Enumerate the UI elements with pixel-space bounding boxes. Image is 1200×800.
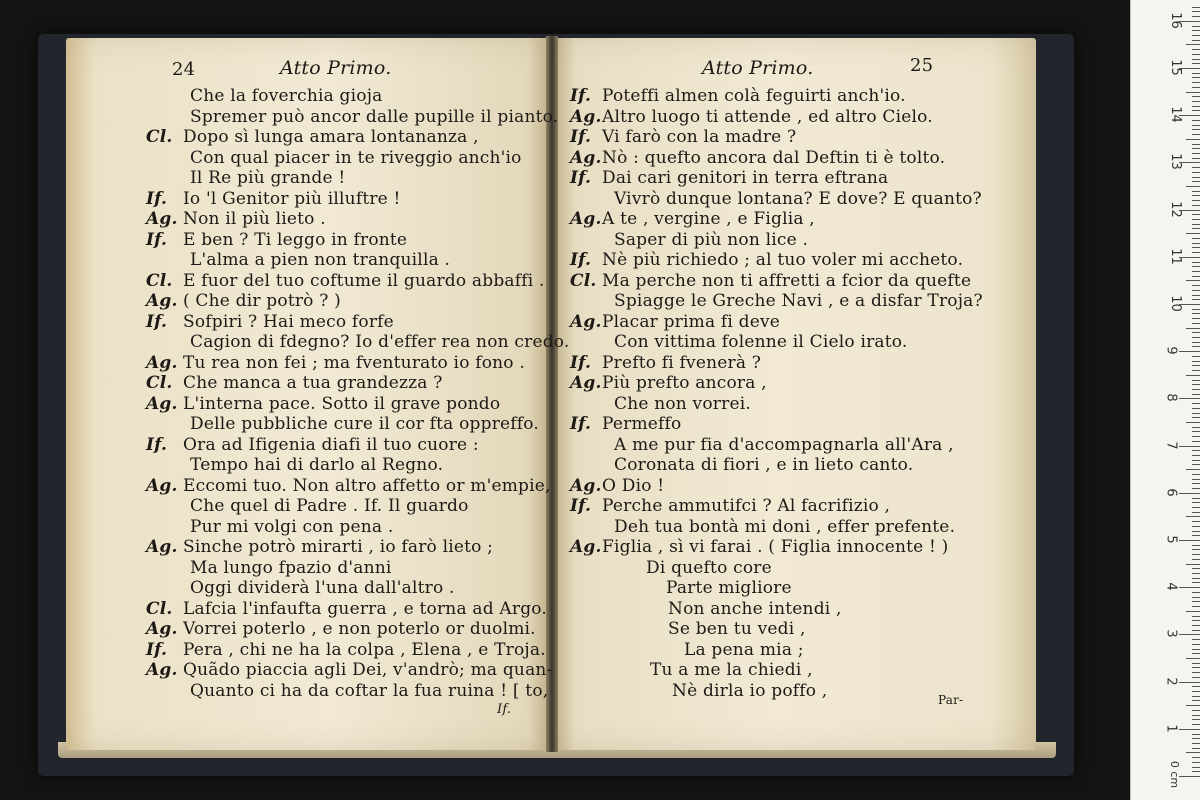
verse-line: Coronata di fiori , e in lieto canto. [614, 455, 914, 475]
ruler-tick [1192, 630, 1200, 631]
ruler-tick [1192, 384, 1200, 385]
ruler-tick [1192, 568, 1200, 569]
ruler-tick [1192, 120, 1200, 121]
ruler-number: 7 [1163, 440, 1179, 450]
ruler-tick [1192, 318, 1200, 319]
verse-line: Vi farò con la madre ? [602, 127, 797, 147]
verse-line: O Dio ! [602, 475, 665, 496]
ruler-number: 11 [1167, 248, 1183, 265]
ruler-tick [1192, 394, 1200, 395]
ruler-tick [1192, 554, 1200, 555]
ruler-tick [1192, 87, 1200, 88]
verse-line: Nè più richiedo ; al tuo voler mi accheto. [602, 250, 964, 270]
verse-line: Figlia , sì vi farai . ( Figlia innocente ! ) [602, 537, 949, 557]
ruler-tick [1192, 26, 1200, 27]
speaker-label: Ag. [146, 475, 178, 496]
ruler-tick [1179, 540, 1200, 541]
ruler-tick [1192, 148, 1200, 149]
ruler-tick [1192, 653, 1200, 654]
ruler-tick [1192, 110, 1200, 111]
ruler-tick [1192, 762, 1200, 763]
ruler-number: 9 [1163, 346, 1179, 355]
ruler-tick [1192, 271, 1200, 272]
ruler-tick [1192, 512, 1200, 513]
ruler-tick [1192, 479, 1200, 480]
ruler-tick [1192, 691, 1200, 692]
ruler-tick [1179, 682, 1200, 683]
ruler-tick [1179, 398, 1200, 399]
ruler-tick [1192, 545, 1200, 546]
measuring-ruler [1130, 0, 1200, 800]
speaker-label: Ag. [146, 660, 178, 680]
verse-line: Altro luogo ti attende , ed altro Cielo. [602, 106, 933, 127]
ruler-tick [1179, 446, 1200, 447]
ruler-number: 12 [1167, 200, 1183, 218]
verse-line: Sinche potrò mirarti , io farò lieto ; [183, 537, 494, 557]
ruler-tick [1186, 375, 1200, 376]
ruler-tick [1186, 139, 1200, 140]
speaker-label: Ag. [146, 352, 178, 373]
ruler-tick [1192, 696, 1200, 697]
ruler-tick [1192, 181, 1200, 182]
ruler-tick [1192, 413, 1200, 414]
ruler-tick [1192, 73, 1200, 74]
ruler-tick [1192, 597, 1200, 598]
ruler-tick [1192, 663, 1200, 664]
speaker-label: Ag. [146, 393, 178, 414]
verse-line: Delle pubbliche cure il cor fta oppreffo. [190, 414, 540, 434]
ruler-tick [1192, 82, 1200, 83]
ruler-tick [1192, 238, 1200, 239]
right-page-number: 25 [910, 55, 934, 76]
verse-line: Con vittima folenne il Cielo irato. [614, 332, 908, 352]
ruler-tick [1192, 771, 1200, 772]
ruler-tick [1186, 516, 1200, 517]
verse-line: Ma lungo fpazio d'anni [190, 557, 392, 578]
speaker-label: Ag. [146, 209, 178, 229]
ruler-tick [1192, 644, 1200, 645]
ruler-tick [1192, 535, 1200, 536]
ruler-tick [1192, 285, 1200, 286]
verse-line: Tempo hai di darlo al Regno. [190, 455, 444, 475]
ruler-tick [1192, 299, 1200, 300]
ruler-tick [1192, 521, 1200, 522]
ruler-tick [1179, 587, 1200, 588]
speaker-label: Cl. [146, 127, 173, 147]
ruler-tick [1179, 776, 1200, 777]
ruler-number: 6 [1163, 488, 1179, 497]
ruler-tick [1192, 592, 1200, 593]
ruler-number: 16 [1167, 12, 1183, 29]
speaker-label: If. [570, 86, 592, 106]
ruler-tick [1192, 11, 1200, 12]
speaker-label: If. [146, 434, 168, 455]
ruler-tick [1192, 738, 1200, 739]
verse-line: Se ben tu vedi , [668, 619, 806, 639]
ruler-tick [1192, 757, 1200, 758]
ruler-tick [1192, 247, 1200, 248]
verse-line: Cagion di fdegno? Io d'effer rea non credo. [190, 332, 570, 352]
speaker-label: If. [570, 250, 592, 270]
speaker-label: If. [570, 496, 592, 516]
ruler-tick [1192, 356, 1200, 357]
ruler-tick [1192, 7, 1200, 8]
ruler-tick [1192, 672, 1200, 673]
verse-line: Ma perche non ti affretti a fcior da quefte [602, 270, 972, 291]
ruler-tick [1192, 700, 1200, 701]
speaker-label: If. [146, 229, 168, 250]
ruler-tick [1192, 724, 1200, 725]
ruler-tick [1186, 422, 1200, 423]
ruler-tick [1192, 106, 1200, 107]
ruler-tick [1192, 389, 1200, 390]
ruler-tick [1192, 125, 1200, 126]
ruler-tick [1192, 767, 1200, 768]
verse-line: Pera , chi ne ha la colpa , Elena , e Troja. [183, 639, 546, 660]
speaker-label: Ag. [570, 537, 602, 557]
speaker-label: If. [570, 168, 592, 188]
ruler-number: 14 [1167, 106, 1183, 123]
verse-line: Che manca a tua grandezza ? [183, 373, 443, 393]
verse-line: Oggi dividerà l'una dall'altro . [190, 578, 455, 598]
ruler-tick [1192, 677, 1200, 678]
ruler-tick [1192, 417, 1200, 418]
ruler-tick [1192, 134, 1200, 135]
speaker-label: Cl. [146, 373, 173, 393]
ruler-tick [1192, 30, 1200, 31]
ruler-tick [1192, 710, 1200, 711]
ruler-tick [1192, 129, 1200, 130]
ruler-tick [1192, 172, 1200, 173]
ruler-tick [1186, 752, 1200, 753]
ruler-tick [1192, 719, 1200, 720]
ruler-number: 5 [1163, 535, 1179, 544]
ruler-tick [1192, 408, 1200, 409]
ruler-tick [1186, 44, 1200, 45]
speaker-label: Cl. [146, 270, 173, 291]
verse-line: L'interna pace. Sotto il grave pondo [183, 393, 501, 414]
verse-line: Io 'l Genitor più illuftre ! [183, 188, 401, 209]
ruler-tick [1186, 469, 1200, 470]
speaker-label: Cl. [570, 270, 597, 291]
right-catchword: Par- [938, 693, 964, 707]
verse-line: Spiagge le Greche Navi , e a disfar Troja? [614, 291, 983, 311]
verse-line: Deh tua bontà mi doni , effer prefente. [614, 516, 956, 537]
ruler-tick [1192, 144, 1200, 145]
ruler-tick [1192, 365, 1200, 366]
verse-line: Nè dirla io poffo , [672, 680, 828, 701]
ruler-tick [1192, 224, 1200, 225]
ruler-tick [1192, 531, 1200, 532]
verse-line: Quãdo piaccia agli Dei, v'andrò; ma quan- [183, 660, 553, 680]
ruler-tick [1192, 427, 1200, 428]
verse-line: Dai cari genitori in terra eftrana [602, 168, 889, 188]
verse-line: Pur mi volgi con pena . [190, 516, 394, 537]
ruler-tick [1192, 243, 1200, 244]
ruler-tick [1192, 262, 1200, 263]
speaker-label: Ag. [146, 537, 178, 557]
speaker-label: Ag. [146, 291, 178, 311]
ruler-tick [1192, 313, 1200, 314]
verse-line: Nò : quefto ancora dal Deftin ti è tolto. [602, 147, 946, 168]
speaker-label: Ag. [570, 373, 602, 393]
ruler-tick [1192, 460, 1200, 461]
ruler-tick [1192, 361, 1200, 362]
speaker-label: Ag. [570, 106, 602, 127]
ruler-tick [1192, 450, 1200, 451]
verse-line: Permeffo [602, 414, 682, 434]
speaker-label: If. [146, 639, 168, 660]
ruler-tick [1179, 351, 1200, 352]
ruler-tick [1186, 328, 1200, 329]
ruler-tick [1192, 686, 1200, 687]
book-gutter [546, 36, 558, 752]
ruler-tick [1179, 634, 1200, 635]
verse-line: E ben ? Ti leggo in fronte [183, 229, 408, 250]
ruler-tick [1192, 498, 1200, 499]
verse-line: Dopo sì lunga amara lontananza , [183, 127, 479, 147]
verse-line: ( Che dir potrò ? ) [183, 291, 341, 311]
ruler-tick [1192, 559, 1200, 560]
verse-line: Vivrò dunque lontana? E dove? E quanto? [614, 188, 982, 209]
ruler-tick [1192, 158, 1200, 159]
speaker-label: Ag. [570, 311, 602, 332]
ruler-tick [1192, 488, 1200, 489]
ruler-tick [1192, 309, 1200, 310]
ruler-tick [1186, 186, 1200, 187]
ruler-tick [1192, 49, 1200, 50]
verse-line: Quanto ci ha da coftar la fua ruina ! [ to, [190, 680, 549, 701]
verse-line: Che la foverchia gioja [190, 86, 383, 106]
verse-line: Di quefto core [646, 557, 772, 578]
ruler-number: 1 [1163, 724, 1179, 733]
ruler-number: 13 [1167, 153, 1183, 171]
ruler-tick [1192, 276, 1200, 277]
ruler-tick [1186, 92, 1200, 93]
ruler-number: 8 [1163, 393, 1179, 403]
ruler-tick [1186, 280, 1200, 281]
ruler-unit-label: 0 cm [1168, 760, 1182, 789]
ruler-number: 10 [1167, 295, 1183, 312]
verse-line: Sofpiri ? Hai meco forfe [183, 311, 394, 332]
ruler-tick [1192, 578, 1200, 579]
speaker-label: If. [570, 414, 592, 434]
speaker-label: If. [146, 311, 168, 332]
ruler-tick [1192, 228, 1200, 229]
ruler-tick [1192, 715, 1200, 716]
ruler-tick [1192, 748, 1200, 749]
ruler-tick [1192, 200, 1200, 201]
verse-line: Poteffi almen colà feguirti anch'io. [602, 86, 906, 106]
ruler-tick [1192, 483, 1200, 484]
ruler-tick [1192, 436, 1200, 437]
verse-line: Eccomi tuo. Non altro affetto or m'empie, [183, 475, 551, 496]
verse-line: Ora ad Ifigenia diafi il tuo cuore : [183, 434, 479, 455]
ruler-tick [1192, 167, 1200, 168]
ruler-tick [1192, 616, 1200, 617]
ruler-tick [1186, 564, 1200, 565]
ruler-tick [1192, 195, 1200, 196]
ruler-tick [1192, 323, 1200, 324]
verse-line: Saper di più non lice . [614, 229, 809, 250]
ruler-tick [1192, 380, 1200, 381]
ruler-tick [1192, 214, 1200, 215]
ruler-tick [1192, 59, 1200, 60]
verse-line: Spremer può ancor dalle pupille il pianto. [190, 106, 559, 127]
ruler-tick [1192, 507, 1200, 508]
ruler-number: 3 [1163, 629, 1179, 639]
verse-line: La pena mia ; [684, 639, 804, 660]
speaker-label: If. [570, 127, 592, 147]
speaker-label: Ag. [146, 619, 178, 639]
ruler-tick [1192, 549, 1200, 550]
ruler-tick [1192, 582, 1200, 583]
ruler-tick [1192, 77, 1200, 78]
speaker-label: If. [146, 188, 168, 209]
verse-line: Che quel di Padre . If. Il guardo [190, 496, 469, 516]
ruler-tick [1192, 40, 1200, 41]
left-page-number: 24 [172, 59, 196, 80]
ruler-tick [1192, 101, 1200, 102]
verse-line: Vorrei poterlo , e non poterlo or duolmi. [183, 619, 536, 639]
ruler-tick [1192, 431, 1200, 432]
ruler-tick [1192, 649, 1200, 650]
verse-line: A me pur fia d'accompagnarla all'Ara , [614, 434, 954, 455]
ruler-tick [1186, 611, 1200, 612]
verse-line: Che non vorrei. [614, 393, 751, 414]
ruler-tick [1192, 177, 1200, 178]
ruler-tick [1192, 332, 1200, 333]
verse-line: Più prefto ancora , [602, 373, 767, 393]
ruler-tick [1192, 734, 1200, 735]
speaker-label: Ag. [570, 209, 602, 229]
left-running-head: Atto Primo. [280, 57, 392, 79]
ruler-tick [1186, 658, 1200, 659]
ruler-tick [1192, 370, 1200, 371]
ruler-tick [1192, 441, 1200, 442]
ruler-tick [1192, 573, 1200, 574]
verse-line: Non anche intendi , [668, 598, 842, 619]
verse-line: Placar prima fi deve [602, 311, 781, 332]
ruler-tick [1192, 342, 1200, 343]
ruler-tick [1192, 403, 1200, 404]
speaker-label: Cl. [146, 598, 173, 619]
right-running-head: Atto Primo. [702, 57, 814, 79]
ruler-number: 2 [1163, 676, 1179, 686]
left-catchword: If. [497, 702, 512, 717]
speaker-label: If. [570, 352, 592, 373]
ruler-tick [1192, 252, 1200, 253]
ruler-tick [1192, 191, 1200, 192]
ruler-tick [1192, 620, 1200, 621]
ruler-tick [1192, 601, 1200, 602]
verse-line: E fuor del tuo coftume il guardo abbaffi . [183, 270, 545, 291]
ruler-tick [1192, 639, 1200, 640]
ruler-tick [1192, 96, 1200, 97]
ruler-tick [1192, 219, 1200, 220]
ruler-tick [1192, 526, 1200, 527]
ruler-tick [1192, 35, 1200, 36]
ruler-tick [1192, 606, 1200, 607]
ruler-tick [1179, 493, 1200, 494]
ruler-tick [1179, 729, 1200, 730]
speaker-label: Ag. [570, 475, 602, 496]
verse-line: L'alma a pien non tranquilla . [190, 250, 451, 270]
ruler-tick [1192, 346, 1200, 347]
ruler-tick [1192, 205, 1200, 206]
ruler-tick [1192, 153, 1200, 154]
ruler-tick [1186, 705, 1200, 706]
ruler-number: 15 [1167, 59, 1183, 76]
ruler-tick [1192, 743, 1200, 744]
ruler-number: 4 [1163, 582, 1179, 591]
verse-line: Il Re più grande ! [190, 168, 346, 188]
ruler-tick [1192, 295, 1200, 296]
ruler-tick [1192, 667, 1200, 668]
ruler-tick [1192, 625, 1200, 626]
verse-line: A te , vergine , e Figlia , [602, 209, 815, 229]
verse-line: Lafcia l'infaufta guerra , e torna ad Argo. [183, 598, 548, 619]
ruler-tick [1192, 464, 1200, 465]
ruler-tick [1192, 502, 1200, 503]
ruler-tick [1192, 290, 1200, 291]
ruler-tick [1192, 337, 1200, 338]
verse-line: Tu a me la chiedi , [650, 660, 813, 680]
ruler-tick [1192, 455, 1200, 456]
ruler-tick [1192, 474, 1200, 475]
verse-line: Prefto fi fvenerà ? [602, 352, 762, 373]
ruler-tick [1192, 54, 1200, 55]
ruler-tick [1186, 233, 1200, 234]
ruler-tick [1192, 16, 1200, 17]
ruler-tick [1192, 266, 1200, 267]
ruler-tick [1192, 63, 1200, 64]
verse-line: Con qual piacer in te riveggio anch'io [190, 147, 522, 168]
verse-line: Non il più lieto . [183, 209, 326, 229]
verse-line: Tu rea non fei ; ma fventurato io fono . [183, 352, 525, 373]
speaker-label: Ag. [570, 147, 602, 168]
verse-line: Parte migliore [666, 578, 792, 598]
verse-line: Perche ammutifci ? Al facrifizio , [602, 496, 891, 516]
